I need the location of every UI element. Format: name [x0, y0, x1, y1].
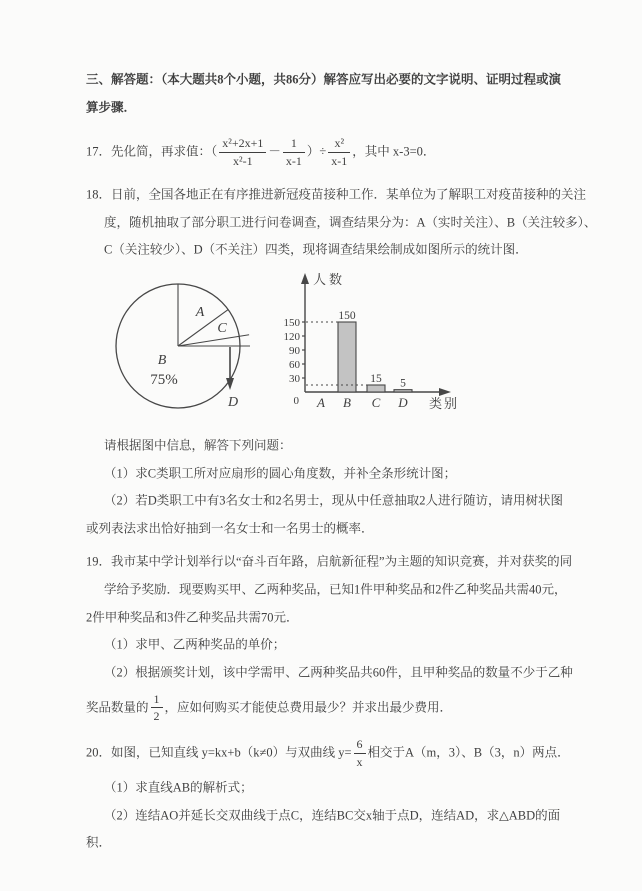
text-line	[104, 774, 602, 802]
text-line	[104, 432, 602, 460]
svg-text:D: D	[227, 394, 239, 410]
text-line	[86, 181, 602, 209]
bar-chart-figure	[263, 270, 463, 422]
svg-text:C: C	[371, 394, 381, 410]
text-run: 18．日前，全国各地正在有序推进新冠疫苗接种工作．某单位为了解职工对疫苗接种的关注	[86, 187, 587, 202]
svg-text:15: 15	[370, 372, 382, 385]
text-run: ）÷	[306, 144, 327, 159]
svg-text:5: 5	[400, 377, 406, 390]
text-run: 20．如图，已知直线 y=kx+b（k≠0）与双曲线 y=	[86, 745, 352, 760]
fraction	[151, 692, 163, 724]
text-run: （2）连结AO并延长交双曲线于点C，连结BC交x轴于点D，连结AD，求△ABD的面	[104, 808, 561, 823]
fraction	[328, 136, 350, 168]
text-run: 三、解答题：（本大题共8个小题，共86分）解答应写出必要的文字说明、证明过程或演	[86, 72, 562, 87]
text-run: C（关注较少）、D（不关注）四类，现将调查结果绘制成如图所示的统计图．	[104, 242, 528, 257]
text-line	[86, 94, 602, 122]
fraction-denominator: x²-1	[233, 153, 253, 168]
svg-text:90: 90	[289, 344, 300, 357]
text-line	[86, 66, 602, 94]
text-block-bottom	[86, 432, 602, 857]
fraction-denominator: x-1	[285, 153, 302, 168]
svg-text:75%: 75%	[150, 371, 178, 388]
text-line	[86, 829, 602, 857]
text-run: 算步骤．	[86, 100, 137, 115]
text-line	[104, 576, 602, 604]
fraction-numerator: 1	[151, 692, 163, 708]
text-run: 或列表法求出恰好抽到一名女士和一名男士的概率．	[86, 521, 374, 536]
text-run: （1）求C类职工所对应扇形的圆心角度数，并补全条形统计图；	[104, 466, 457, 481]
text-line	[104, 659, 602, 687]
fraction-numerator: x²	[328, 136, 350, 152]
text-line	[104, 487, 602, 515]
svg-text:B: B	[157, 352, 167, 368]
svg-text:B: B	[343, 394, 351, 410]
text-run: ，应如何购买才能使总费用最少？并求出最少费用．	[164, 699, 453, 714]
svg-text:C: C	[217, 320, 227, 336]
svg-text:150: 150	[338, 309, 356, 322]
svg-text:A: A	[317, 394, 325, 410]
text-run: 度，随机抽取了部分职工进行问卷调查，调查结果分为：A（实时关注）、B（关注较多）、	[104, 215, 597, 230]
text-run: （2）根据颁奖计划，该中学需甲、乙两种奖品共60件，且甲种奖品的数量不少于乙种	[104, 665, 573, 680]
text-line	[86, 515, 602, 543]
text-run: 2件甲种奖品和3件乙种奖品共需70元．	[86, 610, 299, 625]
text-run: 请根据图中信息，解答下列问题：	[104, 438, 292, 453]
text-run: －	[268, 144, 281, 159]
fraction-denominator: x	[356, 754, 363, 769]
svg-text:类别: 类别	[429, 395, 460, 411]
fraction-denominator: 2	[153, 708, 160, 723]
fraction	[283, 136, 305, 168]
text-run: 17．先化简，再求值：（	[86, 144, 218, 159]
svg-text:A: A	[195, 304, 205, 320]
svg-text:人数: 人数	[313, 271, 346, 287]
text-run: 学给予奖励．现要购买甲、乙两种奖品，已知1件甲种奖品和2件乙种奖品共需40元，	[104, 582, 567, 597]
text-line	[104, 631, 602, 659]
fraction-denominator: x-1	[331, 153, 348, 168]
text-line	[104, 802, 602, 830]
fraction	[354, 737, 366, 769]
text-line	[86, 732, 602, 774]
svg-text:120: 120	[283, 330, 300, 343]
svg-text:150: 150	[283, 316, 300, 329]
text-run: （1）求直线AB的解析式；	[104, 780, 253, 795]
svg-text:30: 30	[289, 372, 300, 385]
fraction-numerator: x²+2x+1	[219, 136, 266, 152]
text-run: ，其中 x-3=0．	[352, 144, 436, 159]
text-run: （1）求甲、乙两种奖品的单价；	[104, 637, 286, 652]
text-run: 相交于A（m，3）、B（3，n）两点．	[367, 745, 570, 760]
text-line	[104, 209, 602, 237]
svg-text:D: D	[398, 394, 408, 410]
text-line	[86, 131, 602, 173]
pie-chart-figure	[98, 270, 263, 422]
text-line	[104, 236, 602, 264]
fraction-numerator: 1	[283, 136, 305, 152]
text-line	[86, 687, 602, 729]
svg-text:0: 0	[293, 394, 299, 407]
text-run: 积．	[86, 835, 112, 850]
problem18-figure	[98, 270, 602, 422]
text-line	[86, 604, 602, 632]
text-run: （2）若D类职工中有3名女士和2名男士，现从中任意抽取2人进行随访，请用树状图	[104, 493, 564, 508]
fraction-numerator: 6	[354, 737, 366, 753]
text-block-top	[86, 66, 602, 264]
text-line	[104, 460, 602, 488]
svg-text:60: 60	[289, 358, 300, 371]
text-run: 19．我市某中学计划举行以“奋斗百年路，启航新征程”为主题的知识竞赛，并对获奖的同	[86, 555, 573, 570]
text-run: 奖品数量的	[86, 699, 149, 714]
text-line	[86, 548, 602, 576]
fraction	[219, 136, 266, 168]
